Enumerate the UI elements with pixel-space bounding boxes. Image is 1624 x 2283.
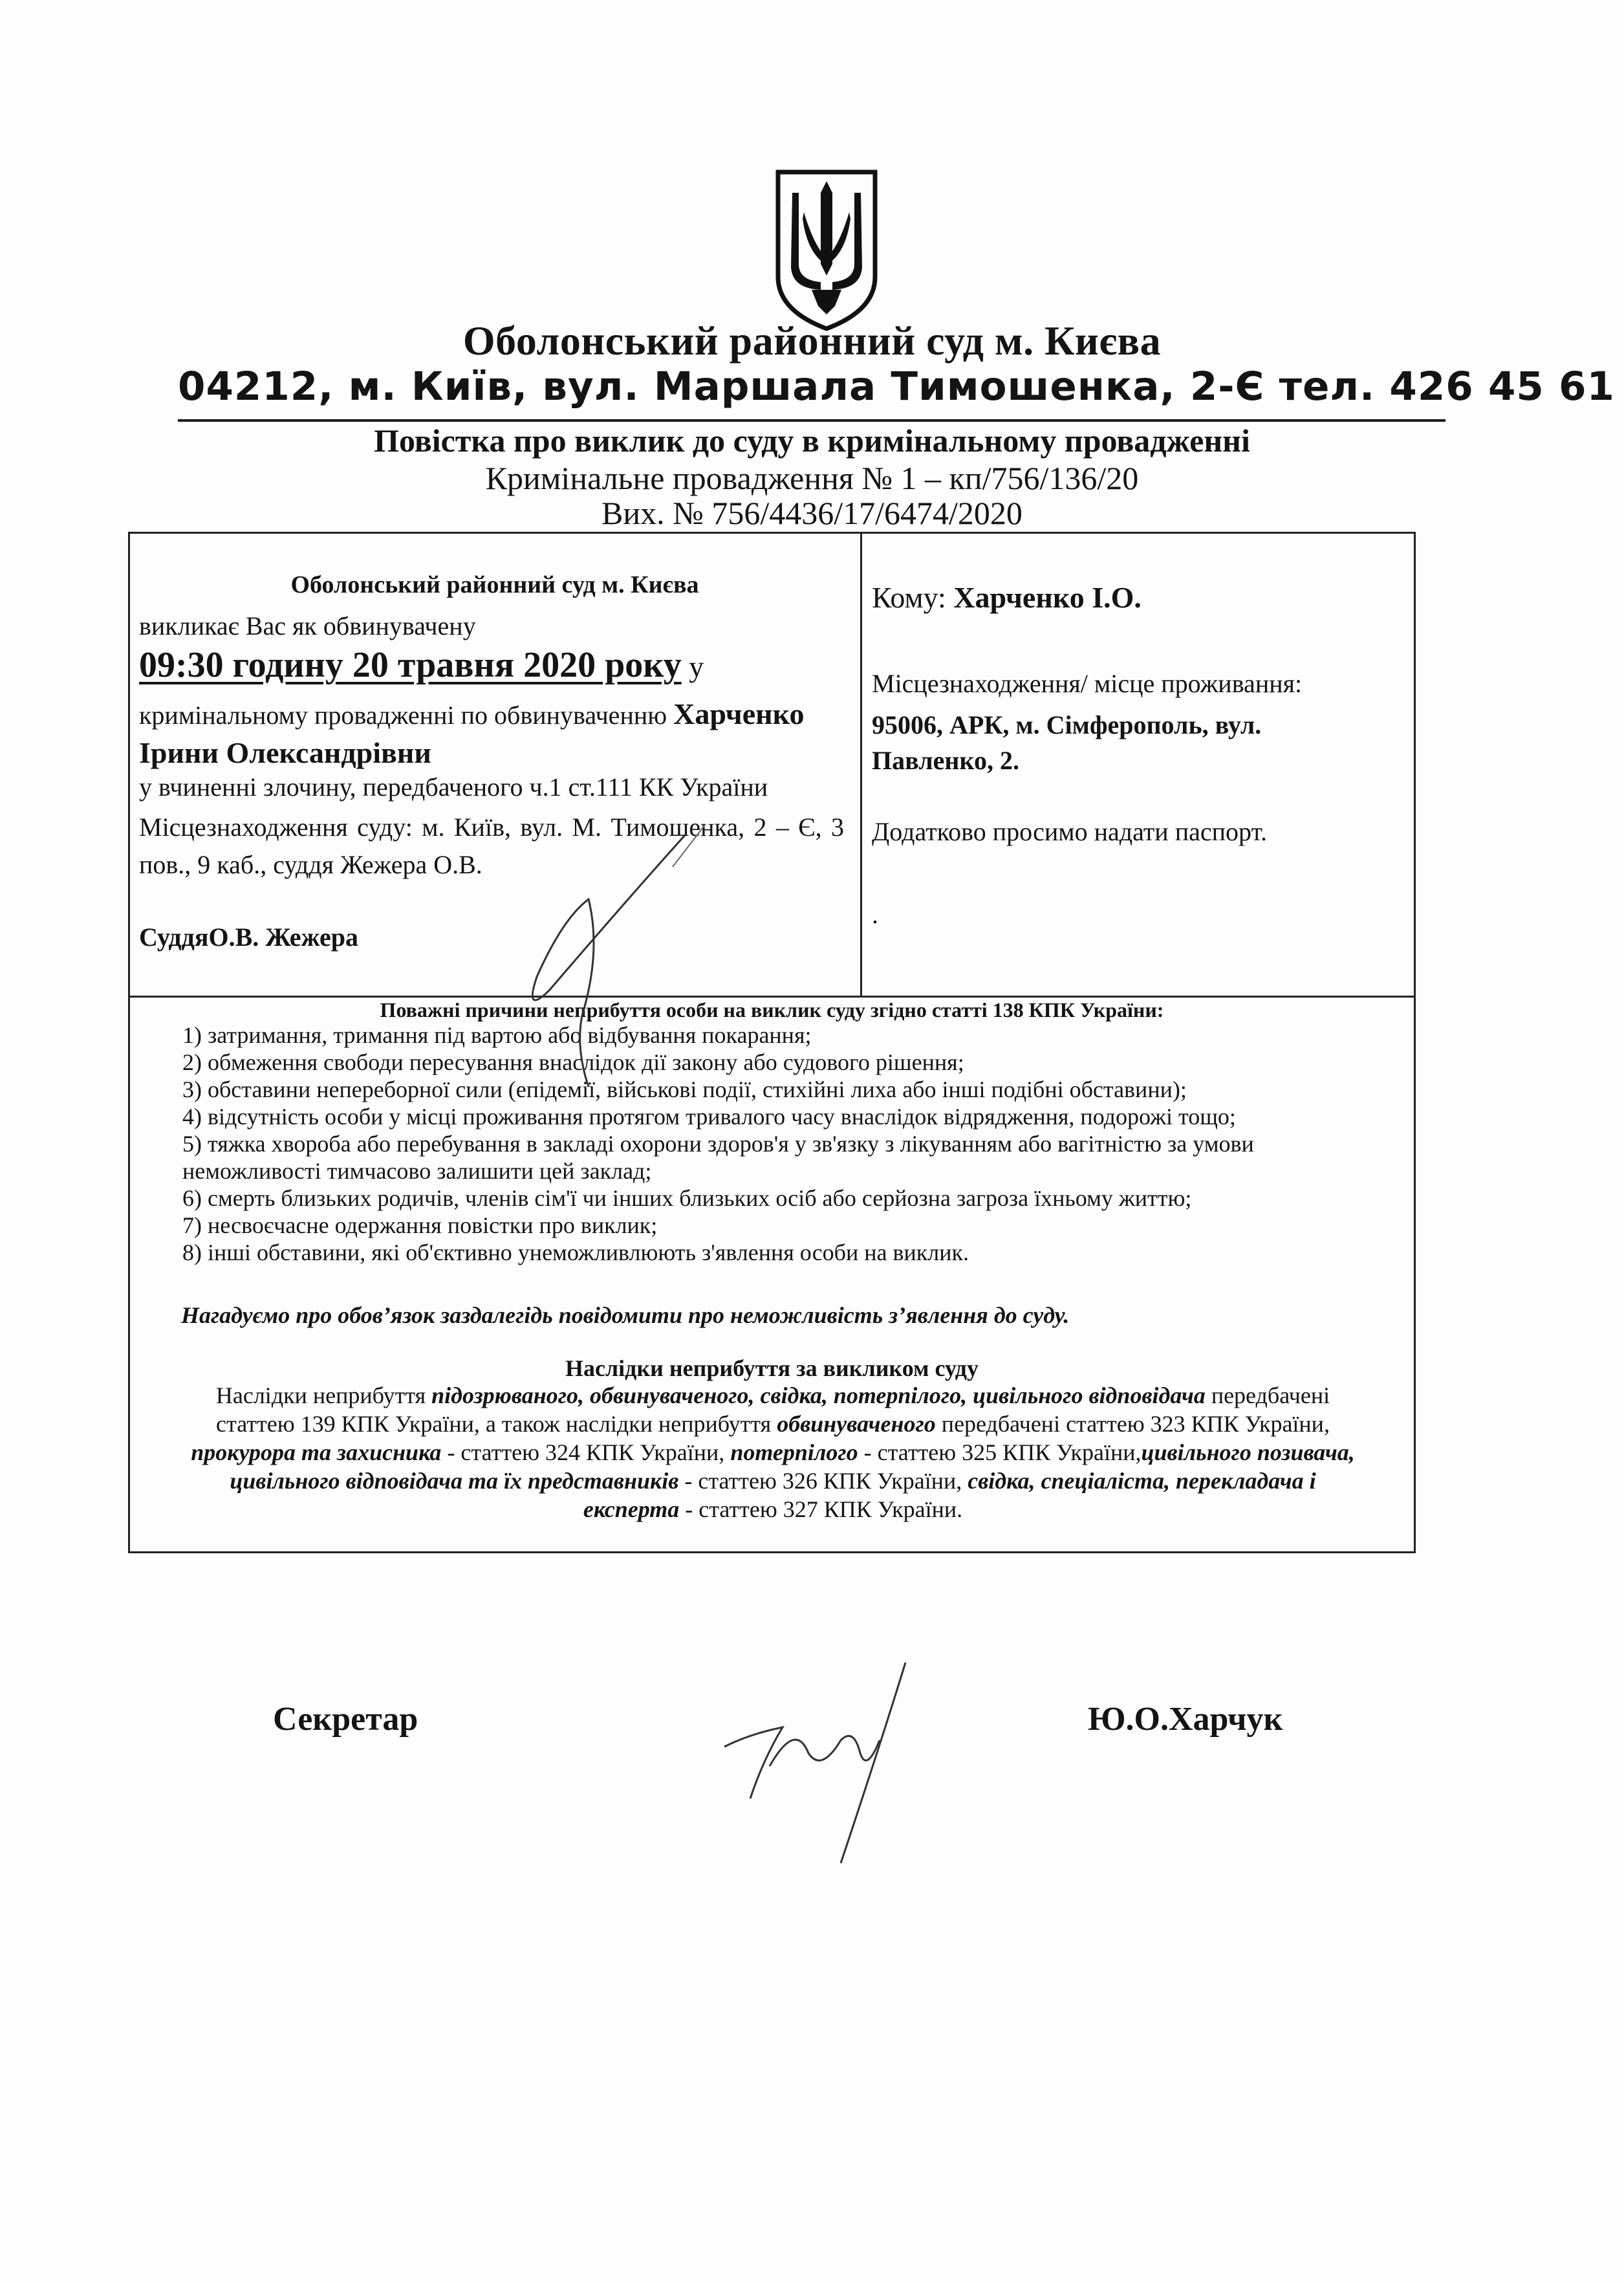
consequences-emphasis: обвинуваченого (777, 1411, 936, 1437)
outgoing-number: Вих. № 756/4436/17/6474/2020 (601, 495, 1023, 531)
recipient-name: Харченко І.О. (953, 581, 1142, 614)
reason-item: 7) несвоєчасне одержання повістки про виклик; (182, 1212, 658, 1238)
consequences-emphasis: свідка, спеціаліста, перекладача і експерта (583, 1468, 1316, 1522)
accused-name: Харченко Ірини Олександрівни (139, 697, 805, 769)
consequences-part: - статтею 325 КПК України, (858, 1439, 1142, 1465)
judge-name: СуддяО.В. Жежера (139, 923, 359, 952)
document-title: Повістка про виклик до суду в кримінальному провадженні (374, 422, 1250, 459)
hearing-datetime-suffix: у (681, 650, 704, 683)
proceeding-text (139, 695, 850, 773)
reason-item: 8) інші обставини, які об'єктивно унеможливлюють з'явлення особи на виклик. (182, 1240, 969, 1265)
court-title: Оболонський районний суд м. Києва (462, 318, 1162, 364)
reasons-title: Поважні причини неприбуття особи на виклик суду згідно статті 138 КПК України: (380, 998, 1164, 1021)
reasons-list (182, 1021, 1372, 1266)
case-number: Кримінальне провадження № 1 – кп/756/136/20 (485, 460, 1139, 496)
reason-item: 1) затримання, тримання під вартою або відбування покарання; (182, 1022, 812, 1048)
reason-item: 3) обставини непереборної сили (епідемії, військові події, стихійні лиха або інші подібні обставини); (182, 1076, 1187, 1102)
consequences-text (188, 1381, 1358, 1524)
left-court-name: Оболонський районний суд м. Києва (290, 571, 699, 598)
secretary-name: Ю.О.Харчук (1088, 1701, 1283, 1738)
consequences-part: - статтею 327 КПК України. (679, 1496, 963, 1522)
reason-item: 6) смерть близьких родичів, членів сім'ї чи інших близьких осіб або серйозна загроза їхньому життю; (182, 1185, 1192, 1211)
reason-item: 2) обмеження свободи пересування внаслідок дії закону або судового рішення; (182, 1049, 964, 1075)
reminder-text: Нагадуємо про обов’язок заздалегідь повідомити про неможливість з’явлення до суду. (181, 1302, 1070, 1328)
column-divider (860, 532, 862, 998)
consequences-part: передбачені статтею 323 КПК України, (935, 1411, 1330, 1437)
stray-dot: . (872, 900, 878, 929)
recipient (872, 580, 1142, 615)
proceeding-label: кримінальному провадженні по обвинуваченню (139, 701, 674, 730)
section-divider (128, 996, 1416, 998)
secretary-label: Секретар (273, 1701, 418, 1738)
consequences-part: - статтею 324 КПК України, (441, 1439, 731, 1465)
summons-text: викликає Вас як обвинувачену (139, 611, 476, 640)
recipient-location-label: Місцезнаходження/ місце проживання: (872, 669, 1303, 698)
hearing-datetime-value: 09:30 годину 20 травня 2020 року (139, 645, 682, 685)
consequences-emphasis: підозрюваного, обвинуваченого, свідка, потерпілого, цивільного відповідача (431, 1382, 1206, 1408)
consequences-title: Наслідки неприбуття за викликом суду (565, 1355, 979, 1381)
court-address: 04212, м. Київ, вул. Маршала Тимошенка, 2-Є тел. 426 45 61 (178, 364, 1615, 410)
recipient-label: Кому: (872, 581, 954, 614)
coat-of-arms-icon (773, 167, 880, 333)
secretary-signature (711, 1650, 925, 1883)
consequences-part: - статтею 326 КПК України, (678, 1468, 968, 1494)
judge-signature (511, 822, 718, 1093)
reason-item: 4) відсутність особи у місці проживання протягом тривалого часу внаслідок відрядження, подорожі тощо; (182, 1104, 1236, 1130)
consequences-emphasis: потерпілого (730, 1439, 858, 1465)
passport-request: Додатково просимо надати паспорт. (872, 817, 1267, 846)
consequences-emphasis: прокурора та захисника (191, 1439, 442, 1465)
hearing-datetime (139, 644, 704, 686)
court-location: Місцезнаходження суду: м. Київ, вул. М. Тимошенка, 2 – Є, 3 пов., 9 каб., суддя Жежера О.В. (139, 813, 844, 879)
consequences-emphasis: цивільного позивача, цивільного відповідача та їх представників (230, 1439, 1355, 1494)
consequences-part: передбачені статтею 139 КПК України, а також наслідки неприбуття (216, 1382, 1330, 1437)
article-text: у вчиненні злочину, передбаченого ч.1 ст.111 КК України (139, 772, 768, 802)
recipient-address: 95006, АРК, м. Сімферополь, вул. Павленко, 2. (872, 710, 1262, 775)
reason-item: 5) тяжка хвороба або перебування в закладі охорони здоров'я у зв'язку з лікуванням або вагітністю за умови неможливості тимчасово залишити цей заклад; (182, 1131, 1254, 1184)
consequences-part: Наслідки неприбуття (215, 1382, 432, 1408)
